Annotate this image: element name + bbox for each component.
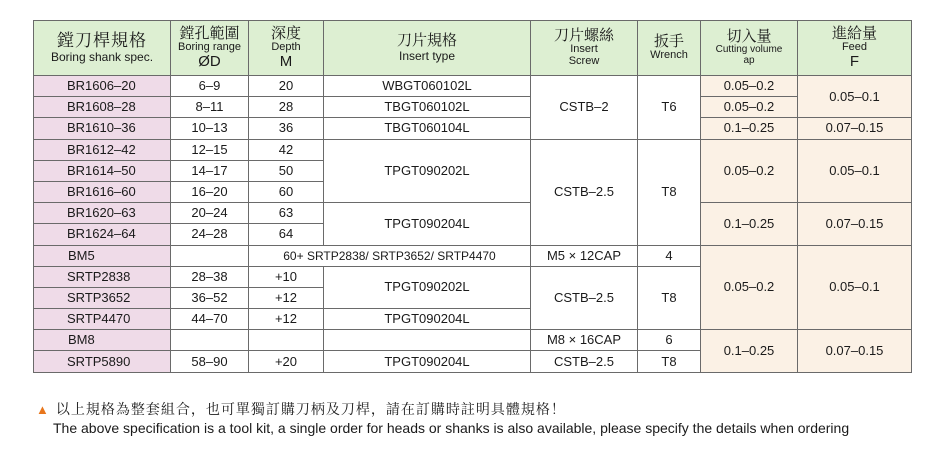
cutting-volume-cell: 0.05–0.2	[701, 139, 798, 203]
header-cutting-volume: 切入量 Cutting volume ap	[701, 21, 798, 76]
feed-cell: 0.05–0.1	[798, 76, 912, 118]
model-cell: BR1610–36	[34, 118, 171, 139]
cutting-volume-cell: 0.05–0.2	[701, 76, 798, 97]
cutting-volume-cell: 0.1–0.25	[701, 330, 798, 372]
depth-cell: +12	[249, 309, 324, 330]
insert-cell: TPGT090204L	[324, 351, 531, 372]
model-cell: SRTP4470	[34, 309, 171, 330]
header-depth: 深度 Depth M	[249, 21, 324, 76]
feed-cell: 0.07–0.15	[798, 118, 912, 139]
depth-cell: 63	[249, 203, 324, 224]
cutting-volume-cell: 0.05–0.2	[701, 97, 798, 118]
model-cell: BR1608–28	[34, 97, 171, 118]
range-cell	[171, 330, 249, 351]
range-cell: 20–24	[171, 203, 249, 224]
range-cell	[171, 245, 249, 266]
range-cell: 10–13	[171, 118, 249, 139]
wrench-cell: T8	[638, 266, 701, 330]
screw-cell: CSTB–2.5	[531, 139, 638, 245]
boring-spec-table	[33, 20, 912, 373]
insert-cell: TPGT090204L	[324, 203, 531, 245]
insert-cell: TBGT060104L	[324, 118, 531, 139]
insert-cell	[324, 330, 531, 351]
warning-triangle-icon: ▲	[36, 402, 50, 417]
insert-cell: WBGT060102L	[324, 76, 531, 97]
depth-cell	[249, 330, 324, 351]
model-cell: SRTP2838	[34, 266, 171, 287]
insert-cell: TPGT090202L	[324, 139, 531, 203]
table-row	[34, 97, 912, 118]
insert-cell: TBGT060102L	[324, 97, 531, 118]
range-cell: 16–20	[171, 181, 249, 202]
depth-cell: 36	[249, 118, 324, 139]
model-cell: BR1616–60	[34, 181, 171, 202]
depth-cell: 50	[249, 160, 324, 181]
model-cell: SRTP5890	[34, 351, 171, 372]
range-cell: 58–90	[171, 351, 249, 372]
wrench-cell: 4	[638, 245, 701, 266]
header-screw: 刀片螺絲 Insert Screw	[531, 21, 638, 76]
model-cell: BR1624–64	[34, 224, 171, 245]
table-row	[34, 203, 912, 224]
cutting-volume-cell: 0.1–0.25	[701, 118, 798, 139]
feed-cell: 0.05–0.1	[798, 139, 912, 203]
range-cell: 24–28	[171, 224, 249, 245]
table-row	[34, 76, 912, 97]
note-chinese	[36, 399, 566, 419]
depth-cell: 60	[249, 181, 324, 202]
range-cell: 44–70	[171, 309, 249, 330]
range-cell: 8–11	[171, 97, 249, 118]
insert-cell: TPGT090202L	[324, 266, 531, 308]
header-feed: 進給量 Feed F	[798, 21, 912, 76]
range-cell: 12–15	[171, 139, 249, 160]
depth-cell: 20	[249, 76, 324, 97]
model-cell: SRTP3652	[34, 287, 171, 308]
depth-cell: +12	[249, 287, 324, 308]
table-row	[34, 139, 912, 160]
range-cell: 36–52	[171, 287, 249, 308]
range-cell: 14–17	[171, 160, 249, 181]
table-row	[34, 330, 912, 351]
depth-cell: 42	[249, 139, 324, 160]
range-cell: 28–38	[171, 266, 249, 287]
note-english: The above specification is a tool kit, a single order for heads or shanks is also available, please specify the details when ordering	[53, 420, 850, 436]
header-model: 鏜刀桿規格 Boring shank spec.	[34, 21, 171, 76]
range-cell: 6–9	[171, 76, 249, 97]
wrench-cell: T8	[638, 351, 701, 372]
header-insert: 刀片規格 Insert type	[324, 21, 531, 76]
cutting-volume-cell: 0.1–0.25	[701, 203, 798, 245]
depth-cell: +20	[249, 351, 324, 372]
model-cell: BR1612–42	[34, 139, 171, 160]
table-header-row	[34, 21, 912, 76]
table-row	[34, 118, 912, 139]
model-cell: BR1606–20	[34, 76, 171, 97]
wrench-cell: T8	[638, 139, 701, 245]
model-cell: BR1614–50	[34, 160, 171, 181]
insert-cell: TPGT090204L	[324, 309, 531, 330]
wrench-cell: 6	[638, 330, 701, 351]
depth-cell: 28	[249, 97, 324, 118]
table-row	[34, 245, 912, 266]
cutting-volume-cell: 0.05–0.2	[701, 245, 798, 330]
screw-cell: M5 × 12CAP	[531, 245, 638, 266]
screw-cell: CSTB–2.5	[531, 266, 638, 330]
screw-cell: CSTB–2.5	[531, 351, 638, 372]
feed-cell: 0.07–0.15	[798, 330, 912, 372]
feed-cell: 0.07–0.15	[798, 203, 912, 245]
wrench-cell: T6	[638, 76, 701, 140]
header-range: 鏜孔範圍 Boring range ØD	[171, 21, 249, 76]
depth-cell: +10	[249, 266, 324, 287]
screw-cell: CSTB–2	[531, 76, 638, 140]
model-cell: BR1620–63	[34, 203, 171, 224]
screw-cell: M8 × 16CAP	[531, 330, 638, 351]
note-chinese-text: 以上規格為整套組合，也可單獨訂購刀柄及刀桿，請在訂購時註明具體規格！	[55, 401, 566, 417]
compat-span-cell: 60+ SRTP2838/ SRTP3652/ SRTP4470	[249, 245, 531, 266]
depth-cell: 64	[249, 224, 324, 245]
model-cell: BM8	[34, 330, 171, 351]
model-cell: BM5	[34, 245, 171, 266]
header-wrench: 扳手 Wrench	[638, 21, 701, 76]
feed-cell: 0.05–0.1	[798, 245, 912, 330]
